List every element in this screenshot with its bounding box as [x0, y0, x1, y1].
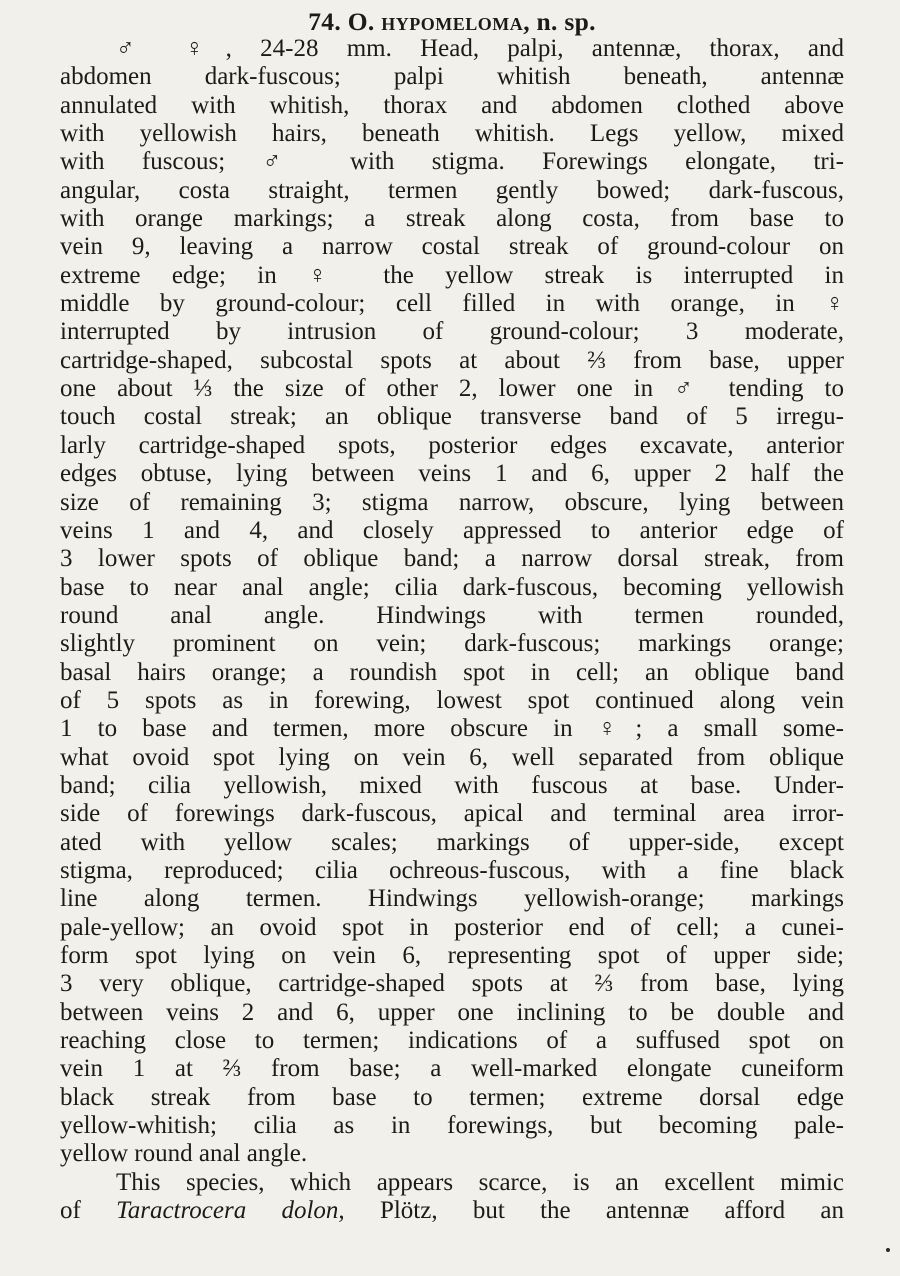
species-number: 74.	[308, 7, 342, 36]
text-line: stigma, reproduced; cilia ochreous-fuscous, with a fine black	[60, 856, 844, 884]
species-heading	[60, 6, 844, 38]
text-line: touch costal streak; an oblique transverse band of 5 irregu-	[60, 403, 844, 431]
text-line: extreme edge; in ♀ the yellow streak is interrupted in	[60, 261, 844, 289]
text-line: cartridge-shaped, subcostal spots at about ⅔ from base, upper	[60, 346, 844, 374]
text-line: with orange markings; a streak along costa, from base to	[60, 205, 844, 233]
text-line: larly cartridge-shaped spots, posterior edges excavate, anterior	[60, 431, 844, 459]
genus-abbrev: O.	[347, 7, 375, 36]
text-line: one about ⅓ the size of other 2, lower one in ♂ tending to	[60, 375, 844, 403]
text-line: size of remaining 3; stigma narrow, obscure, lying between	[60, 488, 844, 516]
text-line: veins 1 and 4, and closely appressed to anterior edge of	[60, 516, 844, 544]
description-paragraph	[60, 35, 844, 1169]
text-fragment: of	[60, 1197, 117, 1225]
text-line	[60, 1197, 844, 1225]
text-line: vein 1 at ⅔ from base; a well-marked elongate cuneiform	[60, 1055, 844, 1083]
text-line: 3 very oblique, cartridge-shaped spots at ⅔ from base, lying	[60, 970, 844, 998]
species-suffix: , n. sp.	[523, 7, 596, 36]
text-line: what ovoid spot lying on vein 6, well separated from oblique	[60, 743, 844, 771]
text-line: yellow round anal angle.	[60, 1140, 308, 1168]
text-line: basal hairs orange; a roundish spot in cell; an oblique band	[60, 658, 844, 686]
text-line: 3 lower spots of oblique band; a narrow dorsal streak, from	[60, 545, 844, 573]
text-line: side of forewings dark-fuscous, apical and terminal area irror-	[60, 800, 844, 828]
text-line: annulated with whitish, thorax and abdomen clothed above	[60, 91, 844, 119]
text-line: ated with yellow scales; markings of upper-side, except	[60, 828, 844, 856]
text-line: black streak from base to termen; extreme dorsal edge	[60, 1083, 844, 1111]
text-line: of 5 spots as in forewing, lowest spot continued along vein	[60, 686, 844, 714]
text-line: angular, costa straight, termen gently bowed; dark-fuscous,	[60, 176, 844, 204]
text-line: pale-yellow; an ovoid spot in posterior end of cell; a cunei-	[60, 913, 844, 941]
text-line: vein 9, leaving a narrow costal streak of ground-colour on	[60, 233, 844, 261]
species-name: hypomeloma	[381, 7, 524, 36]
species-reference: Taractrocera dolon,	[116, 1197, 345, 1225]
text-line: round anal angle. Hindwings with termen rounded,	[60, 601, 844, 629]
text-line: ♂ ♀, 24-28 mm. Head, palpi, antennæ, thorax, and	[116, 35, 844, 62]
remarks-paragraph	[60, 1169, 844, 1226]
text-fragment: Plötz, but the antennæ afford an	[344, 1197, 844, 1225]
text-line: interrupted by intrusion of ground-colour; 3 moderate,	[60, 318, 844, 346]
text-line: edges obtuse, lying between veins 1 and 6, upper 2 half the	[60, 460, 844, 488]
text-line: slightly prominent on vein; dark-fuscous; markings orange;	[60, 630, 844, 658]
text-line: between veins 2 and 6, upper one inclining to be double and	[60, 998, 844, 1026]
text-line: base to near anal angle; cilia dark-fuscous, becoming yellowish	[60, 573, 844, 601]
text-line: reaching close to termen; indications of a suffused spot on	[60, 1027, 844, 1055]
text-line: 1 to base and termen, more obscure in ♀; a small some-	[60, 715, 844, 743]
text-line: This species, which appears scarce, is an excellent mimic	[116, 1168, 844, 1196]
text-line: form spot lying on vein 6, representing spot of upper side;	[60, 942, 844, 969]
text-line: middle by ground-colour; cell filled in with orange, in ♀	[60, 290, 844, 318]
text-line: line along termen. Hindwings yellowish-orange; markings	[60, 885, 844, 913]
text-line: yellow-whitish; cilia as in forewings, but becoming pale-	[60, 1112, 844, 1140]
scan-speck	[886, 1248, 890, 1252]
text-line: abdomen dark-fuscous; palpi whitish beneath, antennæ	[60, 63, 844, 91]
text-line: with fuscous; ♂ with stigma. Forewings elongate, tri-	[60, 148, 844, 176]
text-line: band; cilia yellowish, mixed with fuscous at base. Under-	[60, 771, 844, 799]
text-line: with yellowish hairs, beneath whitish. Legs yellow, mixed	[60, 120, 844, 148]
